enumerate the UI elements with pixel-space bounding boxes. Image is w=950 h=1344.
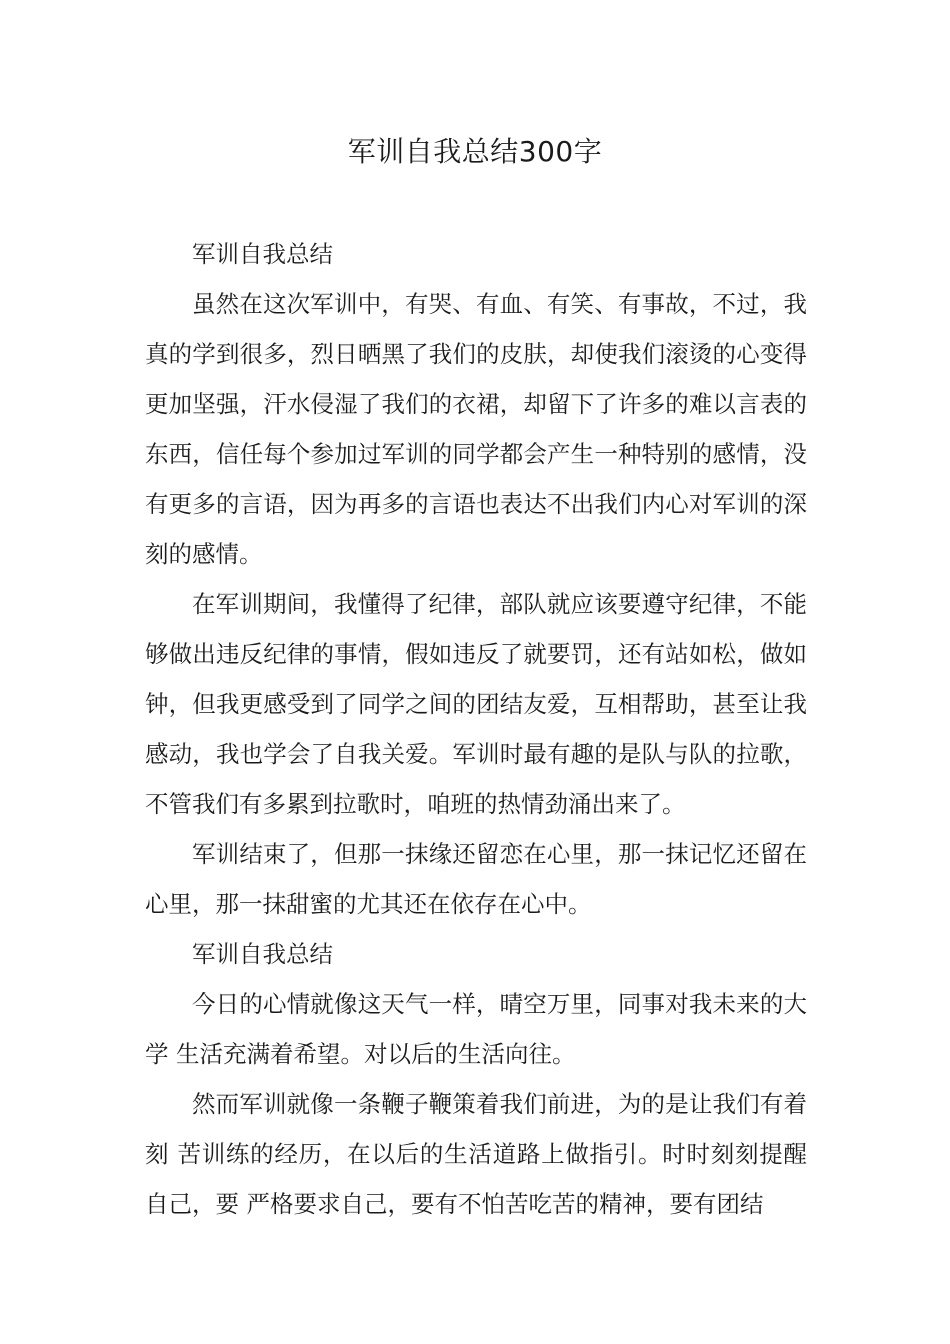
section-heading: 军训自我总结 — [192, 940, 333, 968]
section-heading: 军训自我总结 — [192, 240, 333, 268]
body-paragraph: 然而军训就像一条鞭子鞭策着我们前进，为的是让我们有着刻 苦训练的经历，在以后的生活道路上做指引。时时刻刻提醒自己，要 严格要求自己，要有不怕苦吃苦的精神，要有团结 — [145, 1090, 807, 1218]
body-paragraph: 军训结束了，但那一抹缘还留恋在心里，那一抹记忆还留在心里，那一抹甜蜜的尤其还在依存在心中。 — [145, 840, 807, 918]
body-paragraph: 在军训期间，我懂得了纪律，部队就应该要遵守纪律，不能够做出违反纪律的事情，假如违反了就要罚，还有站如松，做如钟，但我更感受到了同学之间的团结友爱，互相帮助，甚至让我感动，我也学会了自我关爱。军训时最有趣的是队与队的拉歌，不管我们有多累到拉歌时，咱班的热情劲涌出来了。 — [145, 590, 807, 818]
document-title: 军训自我总结300字 — [347, 135, 603, 168]
body-paragraph: 今日的心情就像这天气一样，晴空万里，同事对我未来的大学 生活充满着希望。对以后的生活向往。 — [145, 990, 807, 1068]
body-paragraph: 虽然在这次军训中，有哭、有血、有笑、有事故，不过，我真的学到很多，烈日晒黑了我们的皮肤，却使我们滚烫的心变得更加坚强，汗水侵湿了我们的衣裙，却留下了许多的难以言表的东西，信任每个参加过军训的同学都会产生一种特别的感情，没有更多的言语，因为再多的言语也表达不出我们内心对军训的深刻的感情。 — [145, 290, 807, 568]
document-body — [145, 229, 807, 1229]
